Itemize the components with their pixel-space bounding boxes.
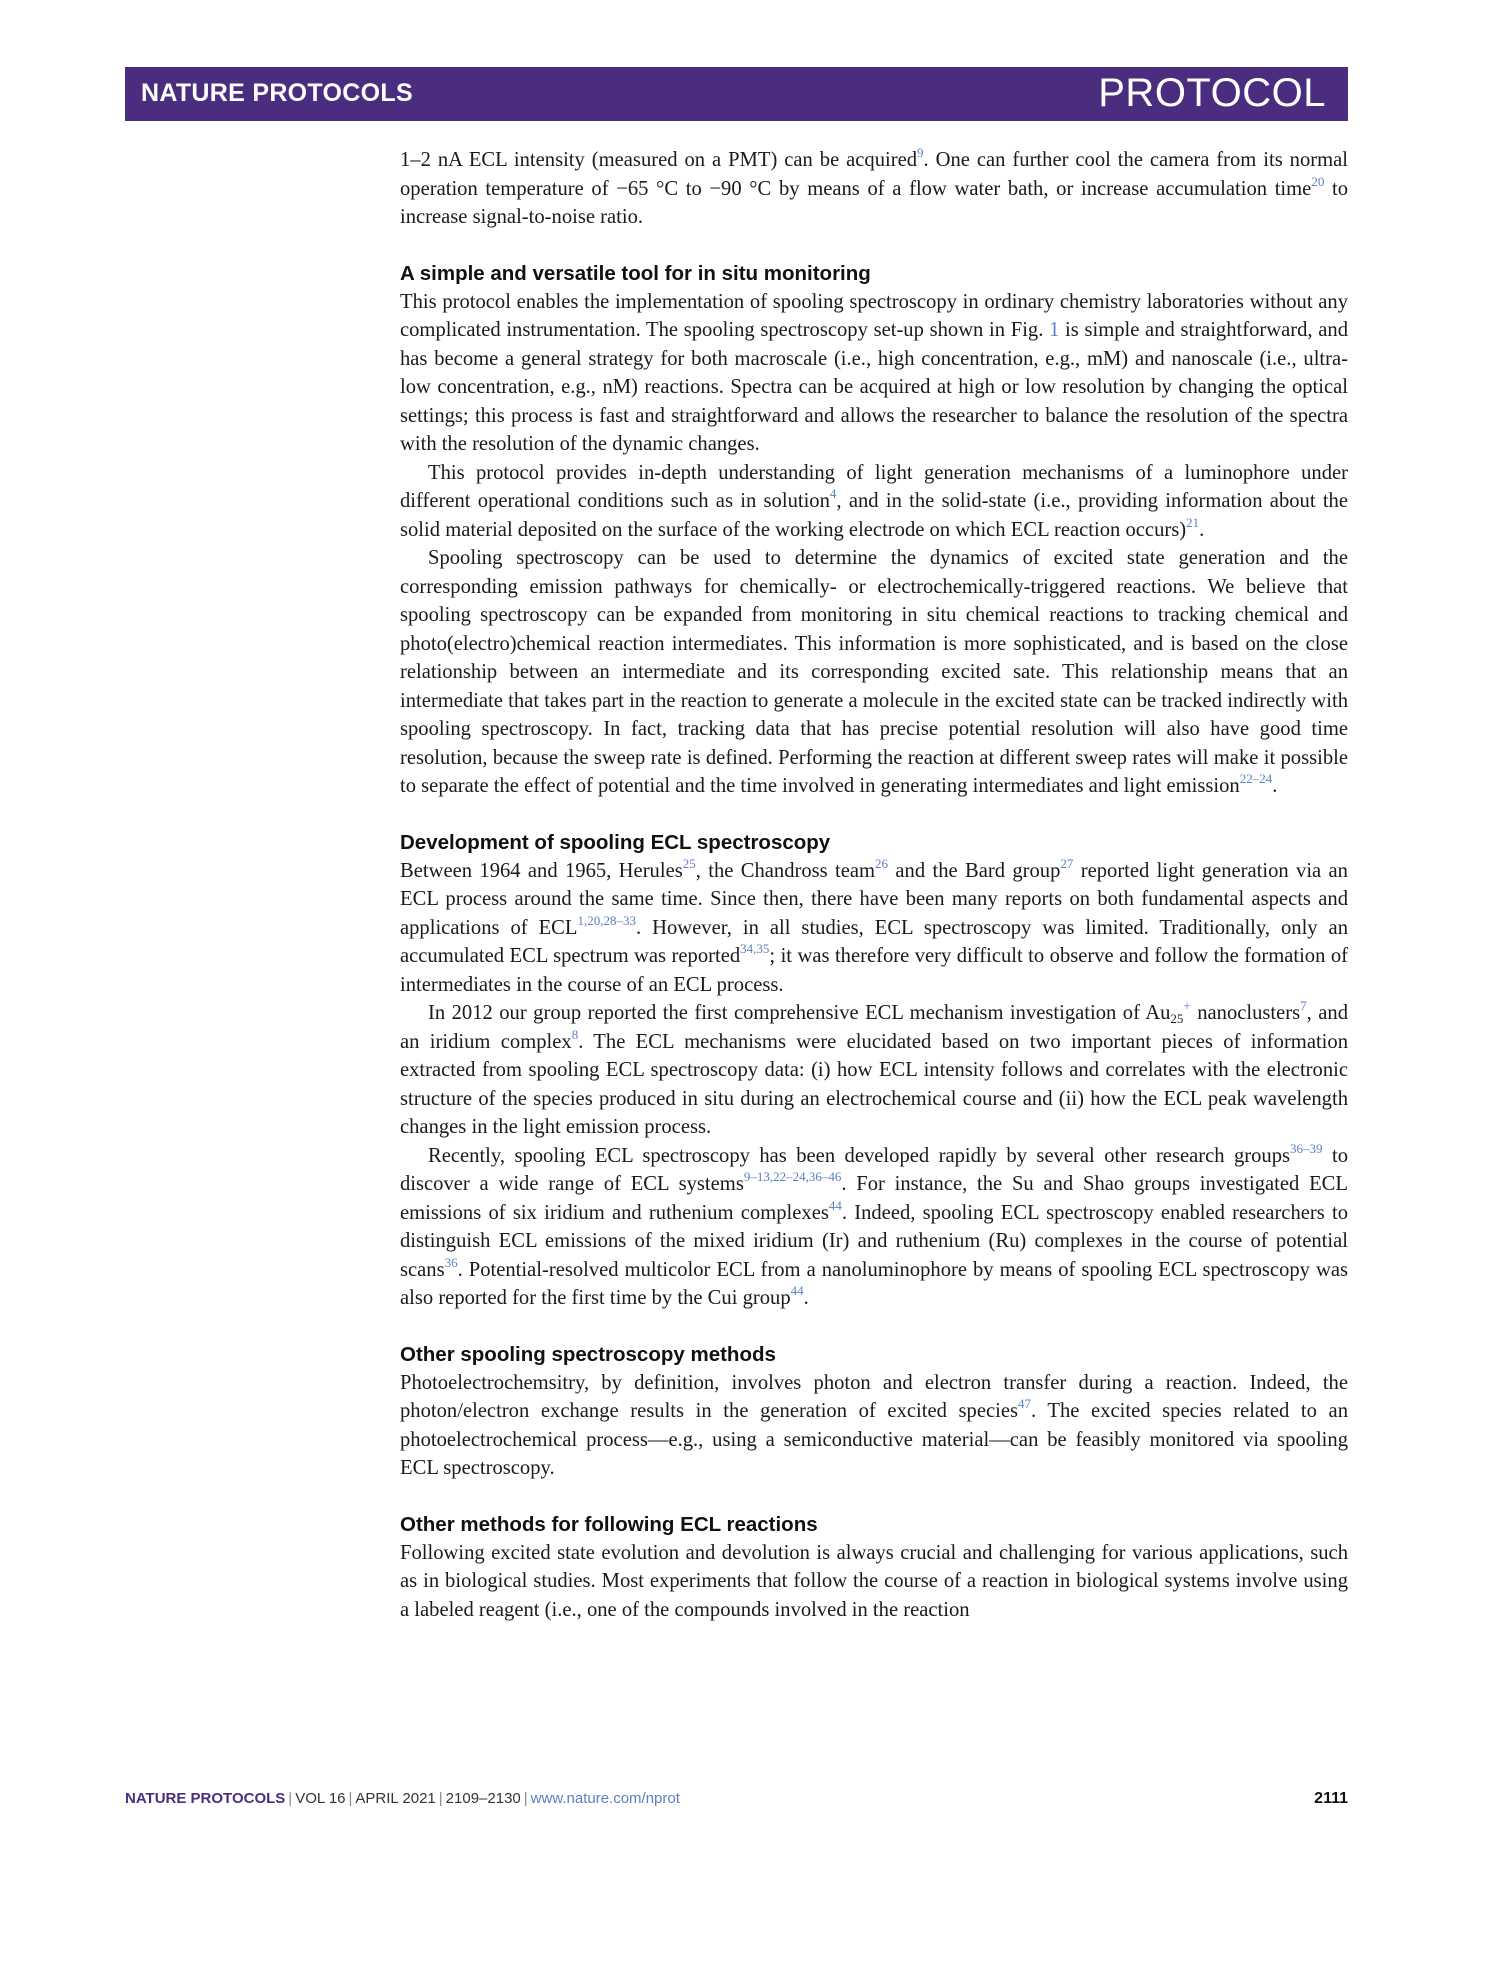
ref-link[interactable]: 47 (1018, 1396, 1031, 1411)
section-heading: Other methods for following ECL reactions (400, 1512, 818, 1536)
footer-volume: VOL 16 (295, 1790, 346, 1807)
ref-link[interactable]: 4 (829, 486, 837, 501)
ref-link[interactable]: 20 (1311, 173, 1325, 189)
ref-link[interactable]: 27 (1060, 855, 1074, 871)
journal-name: NATURE PROTOCOLS (141, 79, 413, 107)
ref-link[interactable]: 36 (444, 1254, 458, 1270)
section-heading: A simple and versatile tool for in situ monitoring (400, 261, 871, 285)
ref-link[interactable]: 25 (682, 855, 696, 871)
article-body (400, 146, 1348, 1624)
ref-link[interactable]: 34,35 (740, 941, 770, 956)
paragraph: Recently, spooling ECL spectroscopy has been developed rapidly by several other research groups$^{36-39}$ to discover a wide range of ECL systems$^{9-13,22-24,36-46}$. For instance, the Su and Shao groups investigated ECL emissions of six iridium and ruthenium complexes$^{44}$. Indeed, spooling ECL spectroscopy enabled researchers to distinguish ECL emissions of the mixed iridium (Ir) and ruthenium (Ru) complexes in the course of potential scans$^{36}$. Potential-resolved multicolor ECL from a nanoluminophore by means of spooling ECL spectroscopy was also reported for the first time by the Cui group$^{44}$. (400, 1140, 1348, 1309)
ref-link[interactable]: 44 (790, 1283, 804, 1298)
ref-link[interactable]: 36–39 (1290, 1140, 1323, 1156)
figure-link[interactable]: 1 (1049, 319, 1060, 341)
page-number: 2111 (1314, 1790, 1348, 1807)
section-heading: Development of spooling ECL spectroscopy (400, 830, 831, 854)
footer-pages: 2109–2130 (445, 1790, 521, 1807)
paragraph: Following excited state evolution and devolution is always crucial and challenging for various applications, such as in biological studies. Most experiments that follow the course of a reaction in biological systems involve using a labeled reagent (i.e., one of the compounds involved in the reaction (400, 1541, 1348, 1621)
doc-type-label: PROTOCOL (1098, 71, 1326, 115)
footer-date: APRIL 2021 (355, 1790, 436, 1807)
paragraph: Between 1964 and 1965, Herules$^{25}$, the Chandross team$^{26}$ and the Bard group$^{27}$ reported light generation via an ECL process around the same time. Since then, there have been many reports on both fundamental aspects and applications of ECL$^{1,20,28-33}$. However, in all studies, ECL spectroscopy was limited. Traditionally, only an accumulated ECL spectrum was reported$^{34,35}$; it was therefore very difficult to observe and follow the formation of intermediates in the course of an ECL process. (400, 855, 1348, 996)
charge-superscript: + (1183, 998, 1191, 1013)
footer-url-link[interactable]: www.nature.com/nprot (530, 1790, 680, 1807)
section-heading: Other spooling spectroscopy methods (400, 1342, 776, 1366)
paragraph: This protocol provides in-depth understanding of light generation mechanisms of a luminophore under different operational conditions such as in solution$^4$, and in the solid-state (i.e., providing information about the solid material deposited on the surface of the working electrode on which ECL reaction occurs)$^{21}$. (400, 461, 1348, 541)
ref-link[interactable]: 44 (828, 1197, 842, 1213)
ref-link[interactable]: 8 (571, 1026, 579, 1042)
ref-link[interactable]: 1,20,28–33 (577, 912, 636, 928)
ref-link[interactable]: 21 (1186, 514, 1200, 530)
subscript: 25 (1170, 1011, 1184, 1026)
ref-link[interactable]: 7 (1300, 998, 1307, 1013)
paragraph: This protocol enables the implementation of spooling spectroscopy in ordinary chemistry laboratories without any complicated instrumentation. The spooling spectroscopy set-up shown in Fig. 1 is simple and straightforward, and has become a general strategy for both macroscale (i.e., high concentration, e.g., mM) and nanoscale (i.e., ultra-low concentration, e.g., nM) reactions. Spectra can be acquired at high or low resolution by changing the optical settings; this process is fast and straightforward and allows the researcher to balance the resolution of the spectra with the resolution of the dynamic changes. (400, 290, 1348, 455)
ref-link[interactable]: 9–13,22–24,36–46 (743, 1169, 842, 1184)
paragraph: Photoelectrochemsitry, by definition, involves photon and electron transfer during a reaction. Indeed, the photon/electron exchange results in the generation of excited species$^{47}$. The excited species related to an photoelectrochemical process—e.g., using a semiconductive material—can be feasibly monitored via spooling ECL spectroscopy. (400, 1371, 1348, 1479)
intro-paragraph: 1–2 nA ECL intensity (measured on a PMT) can be acquired$^9$. One can further cool the camera from its normal operation temperature of −65 °C to −90 °C by means of a flow water bath, or increase accumulation time$^{20}$ to increase signal-to-noise ratio. (400, 145, 1348, 228)
header-bar (125, 67, 1348, 121)
footer-journal: NATURE PROTOCOLS (125, 1790, 286, 1807)
page-footer: NATURE PROTOCOLS | VOL 16 | APRIL 2021 | 2109–2130 | www.nature.com/nprot 2111 (125, 1790, 1348, 1807)
paragraph: Spooling spectroscopy can be used to determine the dynamics of excited state generation and the corresponding emission pathways for chemically- or electrochemically-triggered reactions. We believe that spooling spectroscopy can be expanded from monitoring in situ chemical reactions to tracking chemical and photo(electro)chemical reaction intermediates. This information is more sophisticated, and is based on the close relationship between an intermediate and its corresponding excited sate. This relationship means that an intermediate that takes part in the reaction to generate a molecule in the excited state can be tracked indirectly with spooling spectroscopy. In fact, tracking data that has precise potential resolution will also have good time resolution, because the sweep rate is defined. Performing the reaction at different sweep rates will make it possible to separate the effect of potential and the time involved in generating intermediates and light emission$^{22-24}$. (400, 547, 1348, 797)
ref-link[interactable]: 22–24 (1239, 771, 1273, 786)
ref-link[interactable]: 26 (875, 855, 889, 871)
ref-link[interactable]: 9 (917, 145, 924, 160)
paragraph: In 2012 our group reported the first comprehensive ECL mechanism investigation of $Au_{25}^+$ nanoclusters$^7$, and an iridium complex$^8$. The ECL mechanisms were elucidated based on two important pieces of information extracted from spooling ECL spectroscopy data: (i) how ECL intensity follows and correlates with the electronic structure of the species produced in situ during an electrochemical course and (ii) how the ECL peak wavelength changes in the light emission process. (400, 998, 1349, 1138)
